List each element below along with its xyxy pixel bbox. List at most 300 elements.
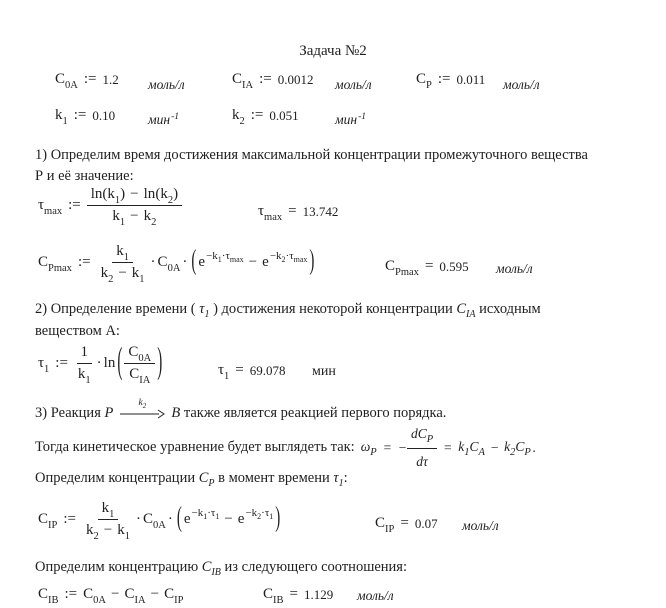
variable-k2	[86, 522, 99, 542]
var-letter: k	[131, 265, 140, 281]
text-run: Тогда кинетическое уравнение будет выглядеть так:	[35, 438, 355, 455]
text-run: из следующего соотношения:	[224, 559, 408, 575]
value-cia: 0.0012	[277, 71, 314, 87]
ln: ln	[103, 355, 116, 371]
multiply-dot: ·	[96, 355, 102, 371]
unit-exponent: -1	[358, 112, 366, 122]
formula-tau-max	[38, 186, 182, 228]
colon: :	[343, 470, 348, 486]
var-subscript: 2	[93, 530, 99, 542]
variable-k1	[117, 522, 130, 542]
text-run: исходным	[479, 301, 541, 317]
var-letter: C	[129, 366, 140, 382]
var-letter: C	[416, 71, 427, 87]
var-letter: k	[197, 507, 204, 519]
formula-cip	[38, 500, 282, 542]
fraction	[74, 344, 95, 386]
exponent	[192, 507, 220, 519]
var-subscript: Pmax	[395, 266, 419, 278]
var-letter: ω	[360, 438, 371, 454]
multiply-dot: ·	[167, 511, 173, 527]
assign-operator: :=	[437, 71, 451, 87]
var-letter: C	[55, 71, 66, 87]
result-cip	[375, 515, 438, 535]
var-subscript: IP	[48, 519, 58, 531]
variable-c0a	[55, 71, 78, 91]
paragraph-step2	[35, 299, 650, 342]
text-run: также является реакцией первого порядка.	[183, 405, 447, 421]
paragraph-step1	[35, 145, 650, 187]
unit-per-min	[335, 112, 366, 128]
formula-cib	[38, 586, 184, 606]
var-letter: C	[232, 71, 243, 87]
text-run: в момент времени	[218, 470, 330, 486]
assign-operator: :=	[55, 355, 68, 371]
var-subscript: 2	[239, 115, 245, 127]
big-paren-left: (	[176, 503, 182, 534]
var-subscript: 1	[269, 512, 274, 521]
big-paren-right: )	[157, 342, 163, 383]
var-letter: C	[83, 586, 94, 602]
var-letter: C	[385, 258, 396, 274]
variable-cip	[164, 586, 184, 606]
equals-operator: =	[443, 439, 453, 455]
variable-k1	[131, 265, 145, 285]
variable-c0a	[128, 344, 152, 364]
multiply-dot: ·	[261, 507, 265, 519]
variable-cip	[375, 515, 395, 535]
var-subscript: IP	[385, 523, 395, 535]
var-letter: C	[124, 586, 135, 602]
text-run: Определим концентрацию	[35, 559, 199, 575]
equals-operator: =	[382, 439, 392, 455]
var-subscript: 1	[119, 216, 126, 228]
result-tau1	[218, 362, 286, 382]
var-subscript: IA	[466, 308, 476, 320]
var-subscript: 2	[142, 402, 147, 411]
var-subscript: IB	[48, 594, 59, 606]
var-letter: k	[101, 500, 110, 516]
var-subscript: 1	[203, 512, 208, 521]
reaction-arrow-icon	[119, 398, 165, 424]
paragraph-find-cp	[35, 468, 650, 490]
variable-cib	[263, 586, 284, 606]
fraction	[124, 344, 155, 386]
assign-operator: :=	[64, 586, 78, 602]
exponent	[206, 250, 244, 262]
var-letter: C	[263, 586, 274, 602]
numerator	[112, 243, 133, 263]
var-subscript: IA	[134, 594, 146, 606]
given-k2	[232, 107, 299, 127]
unit-mol-per-l: моль/л	[462, 518, 499, 533]
variable-cib	[38, 586, 59, 606]
value-k1: 0.10	[92, 107, 116, 123]
var-letter: C	[201, 559, 212, 575]
unit-exponent: -1	[171, 112, 179, 122]
var-letter: k	[138, 398, 143, 409]
var-letter: C	[515, 438, 525, 454]
value-k2: 0.051	[269, 107, 299, 123]
var-letter: k	[86, 522, 94, 538]
var-subscript: P	[426, 79, 432, 91]
variable-k1	[55, 107, 68, 127]
variable-tau-max	[38, 197, 63, 217]
result-value: 69.078	[249, 362, 286, 378]
problem-title: Задача №2	[299, 43, 367, 59]
var-subscript: P	[426, 434, 434, 445]
variable-k1	[101, 500, 115, 520]
var-letter: k	[112, 208, 120, 224]
var-letter: τ	[422, 453, 428, 469]
paragraph-line: Р и её значение:	[35, 168, 134, 184]
var-subscript: IP	[174, 594, 184, 606]
formula-tau1	[38, 342, 164, 386]
cia-inline	[456, 301, 476, 320]
var-letter: C	[38, 511, 49, 527]
var-subscript: max	[264, 211, 283, 223]
var-subscript: P	[208, 477, 215, 489]
minus-operator: −	[269, 250, 277, 262]
given-c0a	[55, 71, 119, 91]
var-letter: C	[456, 301, 467, 317]
variable-tau-max	[258, 203, 283, 223]
variable-cp	[416, 71, 432, 91]
var-subscript: 1	[224, 370, 230, 382]
unit-text: мин	[148, 112, 171, 127]
fraction	[407, 423, 437, 472]
paragraph-line	[35, 299, 650, 321]
multiply-dot: ·	[221, 250, 226, 262]
ln: ln	[143, 186, 156, 202]
denominator	[125, 364, 154, 386]
var-subscript: 1	[124, 530, 130, 542]
denominator	[74, 364, 95, 386]
unit-mol-per-l: моль/л	[503, 77, 540, 92]
assign-operator: :=	[73, 107, 87, 123]
assign-operator: :=	[83, 71, 97, 87]
minus-operator: −	[224, 511, 233, 527]
differential-d: d	[410, 425, 418, 441]
var-subscript: 1	[215, 512, 220, 521]
unit-mol-per-l: моль/л	[148, 77, 185, 92]
var-letter: k	[77, 366, 86, 382]
multiply-dot: ·	[182, 254, 188, 270]
denominator	[97, 263, 149, 285]
big-paren-left: (	[117, 342, 123, 383]
kinetic-equation	[361, 423, 538, 472]
assign-operator: :=	[250, 107, 264, 123]
unit-mol-per-l: моль/л	[496, 261, 533, 276]
exponent	[270, 250, 308, 262]
result-cpmax	[385, 258, 469, 278]
equals-operator: =	[400, 515, 409, 531]
var-subscript: IB	[211, 566, 221, 578]
var-subscript: P	[524, 447, 531, 458]
var-subscript: max	[229, 255, 244, 264]
var-letter: k	[458, 438, 465, 454]
paragraph-find-cib	[35, 557, 650, 579]
cp-inline	[198, 470, 215, 489]
var-subscript: 1	[204, 308, 210, 320]
var-letter: τ	[289, 250, 294, 262]
var-letter: k	[504, 438, 511, 454]
var-subscript: 2	[151, 216, 157, 228]
ln-k1	[90, 186, 126, 206]
value-c0a: 1.2	[102, 71, 119, 87]
var-subscript: 1	[123, 251, 129, 263]
minus-operator: −	[130, 186, 139, 202]
var-subscript: 1	[44, 363, 50, 375]
var-subscript: 2	[510, 447, 516, 458]
numerator	[407, 423, 437, 449]
minus-operator: −	[397, 439, 407, 455]
result-value: 0.07	[414, 515, 438, 531]
var-letter: k	[251, 507, 258, 519]
minus-operator: −	[191, 507, 198, 519]
unit-min: мин	[312, 364, 336, 379]
variable-k1	[77, 366, 91, 386]
multiply-dot: ·	[207, 507, 211, 519]
var-subscript: 1	[109, 508, 115, 520]
var-subscript: A	[478, 447, 485, 458]
variable-k1	[112, 208, 126, 228]
equals-operator: =	[288, 203, 297, 219]
var-letter: k	[100, 265, 109, 281]
variable-omega-p	[361, 436, 377, 459]
variable-k2	[100, 265, 114, 285]
var-subscript: P	[370, 447, 377, 458]
exp-term-k1-taumax	[198, 250, 244, 271]
paren: )	[173, 186, 179, 202]
euler-e: e	[237, 511, 245, 527]
var-letter: k	[107, 186, 115, 202]
k1-ca	[458, 436, 485, 459]
var-letter: C	[469, 438, 479, 454]
var-subscript: 2	[167, 194, 174, 206]
period: .	[532, 439, 537, 455]
var-letter: k	[143, 208, 152, 224]
var-letter: C	[128, 344, 139, 360]
var-subscript: max	[44, 205, 63, 217]
var-subscript: 1	[217, 255, 222, 264]
var-letter: C	[198, 470, 209, 486]
minus-operator: −	[103, 522, 113, 538]
tau1-inline	[199, 301, 210, 320]
result-value: 0.595	[439, 258, 469, 274]
multiply-dot: ·	[285, 250, 290, 262]
var-letter: τ	[199, 301, 205, 317]
numerator	[98, 500, 119, 520]
var-letter: k	[117, 522, 125, 538]
equals-operator: =	[424, 258, 434, 274]
minus-operator: −	[206, 250, 213, 262]
exp-term-k2-taumax	[262, 250, 308, 271]
minus-operator: −	[150, 586, 160, 602]
unit-text: мин	[335, 112, 358, 127]
paragraph-kinetic	[35, 425, 660, 469]
variable-k1	[116, 243, 129, 263]
var-subscript: max	[293, 255, 308, 264]
var-subscript: 1	[338, 477, 344, 489]
variable-cia	[124, 586, 146, 606]
result-value: 13.742	[302, 203, 339, 219]
paragraph-step3	[35, 398, 650, 424]
variable-tau1	[38, 355, 50, 375]
minus-operator: −	[489, 439, 500, 455]
var-subscript: 0A	[138, 352, 152, 364]
paragraph-line: веществом А:	[35, 323, 120, 339]
minus-operator: −	[111, 586, 120, 602]
var-letter: k	[116, 243, 124, 259]
numerator	[87, 186, 182, 206]
given-cp	[416, 71, 486, 91]
exponent	[245, 507, 273, 519]
var-letter: τ	[210, 507, 216, 519]
minus-operator: −	[118, 265, 127, 281]
big-paren-left: (	[191, 246, 197, 277]
result-value: 1.129	[303, 586, 334, 602]
var-letter: C	[375, 515, 386, 531]
var-letter: τ	[258, 203, 265, 219]
var-subscript: IB	[273, 594, 284, 606]
paren: )	[120, 186, 126, 202]
euler-e: e	[183, 511, 191, 527]
dCp	[411, 423, 433, 446]
assign-operator: :=	[77, 254, 91, 270]
given-k1	[55, 107, 116, 127]
var-letter: τ	[218, 362, 225, 378]
equals-operator: =	[289, 586, 298, 602]
var-letter: k	[232, 107, 240, 123]
ln-k2	[143, 186, 179, 206]
fraction	[87, 186, 182, 228]
multiply-dot: ·	[135, 511, 141, 527]
var-subscript: IA	[139, 374, 151, 386]
variable-cip	[38, 511, 58, 531]
variable-cpmax	[385, 258, 419, 278]
number-one: 1	[80, 344, 89, 360]
paren: (	[155, 186, 161, 202]
var-letter: τ	[333, 470, 339, 486]
var-letter: k	[55, 107, 63, 123]
var-letter: C	[157, 254, 168, 270]
var-subscript: 2	[281, 255, 286, 264]
result-cib	[263, 586, 334, 606]
equals-operator: =	[235, 362, 244, 378]
paren: )	[213, 301, 218, 317]
var-subscript: 1	[114, 194, 121, 206]
paren: (	[102, 186, 108, 202]
variable-c0a	[157, 254, 181, 274]
euler-e: e	[262, 254, 269, 270]
var-letter: C	[164, 586, 175, 602]
unit-mol-per-l: моль/л	[357, 588, 394, 603]
var-subscript: 2	[108, 273, 114, 285]
variable-tau1	[218, 362, 230, 382]
var-subscript: 1	[464, 447, 470, 458]
text-run: Определим концентрации	[35, 470, 196, 486]
var-subscript: 1	[139, 273, 145, 285]
multiply-dot: ·	[150, 254, 156, 270]
cib-inline	[201, 559, 221, 578]
numerator	[77, 344, 93, 364]
var-subscript: 0A	[167, 262, 181, 274]
big-paren-right: )	[309, 246, 315, 277]
product-b: B	[171, 405, 181, 421]
assign-operator: :=	[259, 71, 272, 87]
big-paren-right: )	[275, 503, 281, 534]
var-letter: k	[160, 186, 168, 202]
variable-cia	[129, 366, 151, 386]
var-subscript: 0A	[93, 594, 107, 606]
variable-c0a	[83, 586, 107, 606]
assign-operator: :=	[68, 197, 81, 213]
var-letter: τ	[38, 197, 45, 213]
var-letter: C	[142, 511, 153, 527]
text-run: 2) Определение времени (	[35, 301, 196, 317]
unit-mol-per-l: моль/л	[335, 77, 372, 92]
value-cp: 0.011	[456, 71, 486, 87]
var-letter: τ	[225, 250, 230, 262]
variable-c0a	[142, 511, 166, 531]
variable-k2	[232, 107, 245, 127]
var-subscript: 0A	[65, 79, 78, 91]
minus-operator: −	[245, 507, 252, 519]
var-letter: τ	[38, 355, 45, 371]
text-run: достижения некоторой концентрации	[221, 301, 453, 317]
variable-k2	[143, 208, 157, 228]
unit-per-min	[148, 112, 179, 128]
var-subscript: 1	[85, 374, 91, 386]
text-run: 3) Реакция	[35, 405, 101, 421]
numerator	[124, 344, 155, 364]
var-letter: k	[212, 250, 218, 262]
var-letter: C	[38, 586, 49, 602]
minus-operator: −	[248, 254, 258, 270]
minus-operator: −	[130, 208, 139, 224]
var-subscript: 2	[257, 512, 262, 521]
denominator	[108, 206, 160, 228]
var-subscript: Pmax	[48, 262, 72, 274]
var-subscript: 1	[62, 115, 68, 127]
fraction	[97, 243, 149, 285]
var-subscript: IA	[242, 79, 254, 91]
exp-term-k2-tau1	[237, 507, 274, 528]
var-letter: C	[38, 254, 49, 270]
fraction	[82, 500, 134, 542]
tau1-inline	[333, 470, 344, 489]
var-subscript: 0A	[152, 519, 166, 531]
result-tau-max	[258, 203, 339, 223]
denominator	[82, 520, 134, 542]
paragraph-line: 1) Определим время достижения максимальной концентрации промежуточного вещества	[35, 147, 588, 163]
var-letter: C	[417, 425, 427, 441]
var-letter: τ	[264, 507, 270, 519]
k2-cp	[504, 436, 531, 459]
reactant-p: P	[104, 405, 114, 421]
variable-cpmax	[38, 254, 72, 274]
assign-operator: :=	[63, 511, 76, 527]
ln: ln	[90, 186, 103, 202]
formula-cpmax	[38, 243, 316, 285]
variable-cia	[232, 71, 254, 91]
given-cia	[232, 71, 314, 91]
var-letter: k	[276, 250, 282, 262]
arrow-rate-label	[138, 393, 146, 414]
exp-term-k1-tau1	[183, 507, 220, 528]
differential-d: d	[416, 453, 423, 469]
